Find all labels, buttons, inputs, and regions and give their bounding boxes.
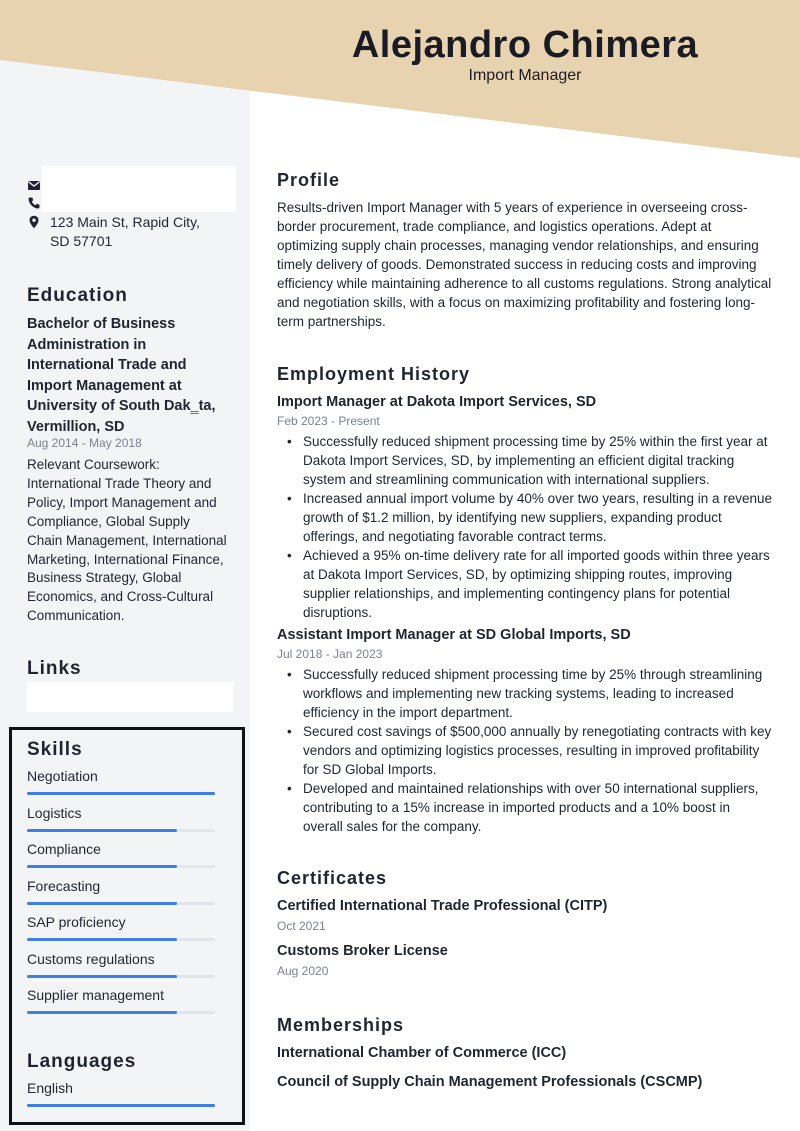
profile-text: Results-driven Import Manager with 5 years of experience in overseeing cross-border procurement, trade compliance, and logistics operations. Adept at optimizing supply chain processes, managing vendor relationships, and ensuring timely delivery of goods. Demonstrated success in reducing costs and improving efficiency while maintaining adherence to all customs regulations. Strong analytical and negotiation skills, with a focus on maximizing profitability and fostering long-term partnerships. bbox=[277, 200, 772, 329]
language-item bbox=[27, 1079, 215, 1107]
job-title: Import Manager at Dakota Import Services, SD bbox=[277, 394, 597, 410]
links-heading: Links bbox=[27, 658, 82, 679]
skill-level-bar bbox=[27, 829, 177, 832]
education-coursework: Relevant Coursework: International Trade Theory and Policy, Import Management and Compliance, Global Supply Chain Management, International Marketing, International Finance, Business Strategy, Global Economics, and Cross-Cultural Communication. bbox=[27, 457, 227, 624]
certificates-heading: Certificates bbox=[277, 868, 388, 888]
skill-name: Compliance bbox=[27, 841, 101, 857]
skill-name: SAP proficiency bbox=[27, 914, 126, 930]
resume-name: Alejandro Chimera bbox=[351, 24, 699, 66]
certificate-name: Customs Broker License bbox=[277, 943, 448, 959]
skill-name: Supplier management bbox=[27, 987, 164, 1003]
phone-icon bbox=[27, 196, 41, 210]
skill-level-bar bbox=[27, 1011, 177, 1014]
skill-level-bar bbox=[27, 938, 177, 941]
education-dates: Aug 2014 - May 2018 bbox=[27, 436, 142, 450]
certificate-date: Aug 2020 bbox=[277, 964, 329, 978]
memberships-heading: Memberships bbox=[277, 1015, 405, 1035]
certificate-item bbox=[277, 942, 772, 979]
skill-item bbox=[27, 767, 215, 795]
job-entry bbox=[277, 393, 772, 622]
job-dates: Feb 2023 - Present bbox=[277, 414, 380, 428]
skill-item bbox=[27, 950, 215, 978]
skill-level-track bbox=[27, 865, 215, 868]
job-bullet: • Developed and maintained relationships with over 50 international suppliers, contributing to a 15% increase in imported products and a 10% boost in overall sales for the company. bbox=[277, 779, 772, 836]
job-title: Assistant Import Manager at SD Global Imports, SD bbox=[277, 627, 631, 643]
address-text: 123 Main St, Rapid City, SD 57701 bbox=[50, 214, 200, 249]
job-entry bbox=[277, 626, 772, 836]
job-bullets bbox=[277, 665, 772, 836]
skill-level-bar bbox=[27, 975, 177, 978]
skill-level-track bbox=[27, 902, 215, 905]
map-pin-icon bbox=[27, 215, 41, 229]
skill-level-bar bbox=[27, 792, 215, 795]
skill-item bbox=[27, 804, 215, 832]
job-bullet: • Successfully reduced shipment processing time by 25% through streamlining workflows and implementing new tracking systems, leading to increased efficiency in the import department. bbox=[277, 665, 772, 722]
skill-item bbox=[27, 840, 215, 868]
links-redaction bbox=[27, 682, 234, 712]
language-level-track bbox=[27, 1104, 215, 1107]
contact-redaction bbox=[42, 166, 236, 212]
job-bullet: • Achieved a 95% on-time delivery rate for all imported goods within three years at Dakota Import Services, SD, by optimizing shipping routes, improving supplier relationships, and implementing contingency plans for potential disruptions. bbox=[277, 546, 772, 622]
skill-item bbox=[27, 877, 215, 905]
certificate-item bbox=[277, 897, 772, 934]
job-dates: Jul 2018 - Jan 2023 bbox=[277, 647, 383, 661]
skill-level-bar bbox=[27, 865, 177, 868]
job-bullet: • Successfully reduced shipment processing time by 25% within the first year at Dakota Import Services, SD, by implementing an efficient digital tracking system and streamlining communication with international suppliers. bbox=[277, 432, 772, 489]
skill-name: Negotiation bbox=[27, 768, 98, 784]
education-heading: Education bbox=[27, 285, 128, 306]
membership-item: International Chamber of Commerce (ICC) bbox=[277, 1045, 567, 1061]
skill-level-track bbox=[27, 938, 215, 941]
education-degree: Bachelor of Business Administration in International Trade and Import Management at University of South Dak‗ta, Vermillion, SD bbox=[27, 316, 216, 435]
employment-heading: Employment History bbox=[277, 364, 471, 384]
job-bullets bbox=[277, 432, 772, 622]
skill-level-track bbox=[27, 1011, 215, 1014]
membership-item: Council of Supply Chain Management Professionals (CSCMP) bbox=[277, 1074, 703, 1090]
skill-level-track bbox=[27, 975, 215, 978]
skill-name: Forecasting bbox=[27, 877, 101, 894]
skill-name: Customs regulations bbox=[27, 950, 155, 967]
skill-level-track bbox=[27, 792, 215, 795]
skill-item bbox=[27, 913, 215, 941]
resume-job-title: Import Manager bbox=[468, 67, 582, 84]
job-bullet: • Increased annual import volume by 40% over two years, resulting in a revenue growth of $1.2 million, by identifying new suppliers, expanding product offerings, and negotiating favorable contract terms. bbox=[277, 489, 772, 546]
certificate-date: Oct 2021 bbox=[277, 919, 326, 933]
profile-heading: Profile bbox=[277, 170, 341, 190]
contact-address bbox=[27, 213, 220, 251]
certificate-name: Certified International Trade Professional (CITP) bbox=[277, 898, 608, 914]
skill-item bbox=[27, 986, 215, 1014]
skill-name: Logistics bbox=[27, 804, 82, 821]
skill-level-bar bbox=[27, 902, 177, 905]
skills-heading: Skills bbox=[27, 739, 83, 760]
job-bullet: • Secured cost savings of $500,000 annually by renegotiating contracts with key vendors and optimizing logistics processes, resulting in improved profitability for SD Global Imports. bbox=[277, 722, 772, 779]
skill-level-track bbox=[27, 829, 215, 832]
envelope-icon bbox=[27, 178, 41, 192]
language-level-bar bbox=[27, 1104, 215, 1107]
language-name: English bbox=[27, 1080, 73, 1096]
languages-heading: Languages bbox=[27, 1051, 137, 1072]
